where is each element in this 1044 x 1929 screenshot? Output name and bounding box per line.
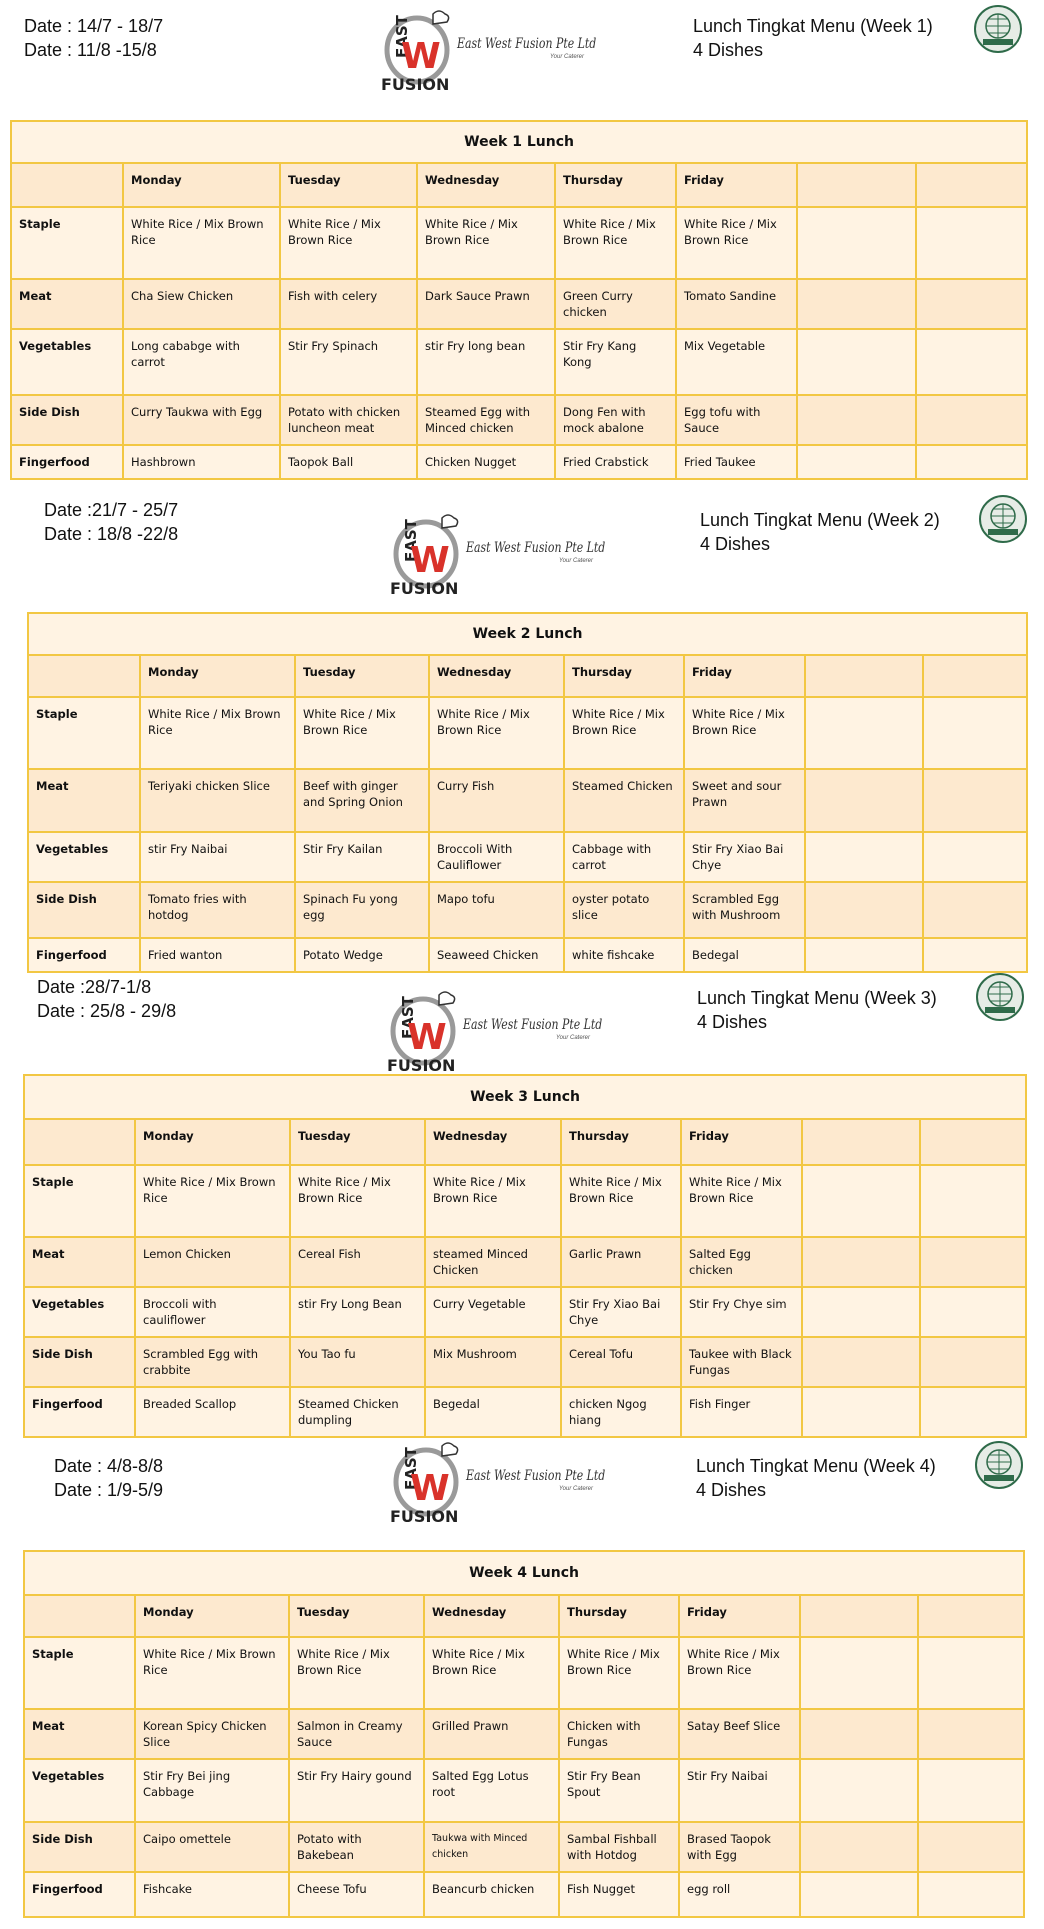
corner-cell [11, 163, 123, 207]
menu-cell: Korean Spicy Chicken Slice [135, 1709, 289, 1759]
table-row [24, 1387, 1026, 1437]
menu-cell: Scrambled Egg with crabbite [135, 1337, 290, 1387]
date-line: Date :21/7 - 25/7 [44, 500, 179, 520]
menu-cell: Dark Sauce Prawn [417, 279, 555, 329]
svg-text:EAST: EAST [393, 15, 411, 58]
menu-cell: stir Fry Long Bean [290, 1287, 425, 1337]
day-header-row [24, 1119, 1026, 1165]
menu-cell: Taopok Ball [280, 445, 417, 479]
menu-cell: Beef with ginger and Spring Onion [295, 769, 429, 832]
menu-dishes-line: 4 Dishes [693, 40, 764, 60]
halal-logo-icon [974, 1440, 1024, 1490]
menu-cell: chicken Ngog hiang [561, 1387, 681, 1437]
date-line: Date : 14/7 - 18/7 [24, 16, 164, 36]
menu-cell: Stir Fry Spinach [280, 329, 417, 395]
week-3-dates [37, 975, 176, 1023]
row-label: Staple [24, 1165, 135, 1237]
halal-logo-icon [975, 972, 1025, 1022]
table-title-row [24, 1075, 1026, 1119]
table-row [24, 1759, 1024, 1822]
menu-cell: egg roll [679, 1872, 800, 1917]
empty-cell [805, 655, 923, 697]
row-label: Fingerfood [28, 938, 140, 972]
day-header-row [24, 1595, 1024, 1637]
day-header: Monday [135, 1595, 289, 1637]
halal-logo-icon [973, 4, 1023, 54]
menu-cell: stir Fry long bean [417, 329, 555, 395]
empty-cell [920, 1237, 1026, 1287]
day-header: Friday [681, 1119, 802, 1165]
svg-text:W: W [410, 540, 450, 581]
svg-text:W: W [410, 1468, 450, 1509]
menu-cell: Cheese Tofu [289, 1872, 424, 1917]
day-header: Thursday [564, 655, 684, 697]
empty-cell [805, 882, 923, 938]
table-row [11, 395, 1027, 445]
svg-text:W: W [407, 1017, 447, 1058]
empty-cell [802, 1337, 920, 1387]
empty-cell [797, 207, 916, 279]
menu-cell: Dong Fen with mock abalone [555, 395, 676, 445]
table-title: Week 1 Lunch [11, 121, 1027, 163]
menu-cell: White Rice / Mix Brown Rice [429, 697, 564, 769]
row-label: Vegetables [24, 1287, 135, 1337]
empty-cell [800, 1595, 918, 1637]
row-label: Vegetables [28, 832, 140, 882]
menu-cell: Garlic Prawn [561, 1237, 681, 1287]
week-2-dates [44, 498, 178, 546]
day-header: Tuesday [295, 655, 429, 697]
day-header: Wednesday [424, 1595, 559, 1637]
date-line: Date : 18/8 -22/8 [44, 524, 179, 544]
menu-cell: Seaweed Chicken [429, 938, 564, 972]
table-row [24, 1872, 1024, 1917]
menu-cell: Stir Fry Chye sim [681, 1287, 802, 1337]
row-label: Side Dish [24, 1337, 135, 1387]
day-header: Wednesday [417, 163, 555, 207]
empty-cell [802, 1237, 920, 1287]
empty-cell [920, 1387, 1026, 1437]
week-3-menu-table [23, 1074, 1027, 1438]
empty-cell [805, 832, 923, 882]
menu-cell: Fried Taukee [676, 445, 797, 479]
menu-cell: White Rice / Mix Brown Rice [424, 1637, 559, 1709]
menu-cell: Potato Wedge [295, 938, 429, 972]
menu-cell: White Rice / Mix Brown Rice [684, 697, 805, 769]
week-3-menu-title [697, 986, 937, 1034]
table-title-row [24, 1551, 1024, 1595]
menu-cell: White Rice / Mix Brown Rice [425, 1165, 561, 1237]
menu-cell: Broccoli with cauliflower [135, 1287, 290, 1337]
menu-cell: Spinach Fu yong egg [295, 882, 429, 938]
row-label: Staple [24, 1637, 135, 1709]
empty-cell [918, 1872, 1024, 1917]
menu-cell: Steamed Chicken dumpling [290, 1387, 425, 1437]
menu-cell: Cha Siew Chicken [123, 279, 280, 329]
svg-text:EAST: EAST [402, 1447, 420, 1490]
menu-cell: Mapo tofu [429, 882, 564, 938]
menu-cell: Grilled Prawn [424, 1709, 559, 1759]
menu-cell: Stir Fry Xiao Bai Chye [561, 1287, 681, 1337]
svg-text:EAST: EAST [402, 519, 420, 562]
menu-cell: Teriyaki chicken Slice [140, 769, 295, 832]
row-label: Fingerfood [24, 1872, 135, 1917]
menu-cell: Steamed Chicken [564, 769, 684, 832]
empty-cell [805, 938, 923, 972]
week-4-menu-table [23, 1550, 1025, 1918]
menu-cell: Stir Fry Hairy gound [289, 1759, 424, 1822]
menu-cell: Cereal Fish [290, 1237, 425, 1287]
menu-cell: Curry Taukwa with Egg [123, 395, 280, 445]
empty-cell [918, 1637, 1024, 1709]
table-row [24, 1709, 1024, 1759]
row-label: Staple [11, 207, 123, 279]
company-name: East West Fusion Pte Ltd [466, 540, 606, 556]
menu-title-line: Lunch Tingkat Menu (Week 4) [696, 1456, 936, 1476]
menu-cell: Curry Vegetable [425, 1287, 561, 1337]
day-header: Monday [123, 163, 280, 207]
menu-cell: White Rice / Mix Brown Rice [417, 207, 555, 279]
menu-cell: Begedal [425, 1387, 561, 1437]
company-name: East West Fusion Pte Ltd [457, 36, 597, 52]
empty-cell [800, 1872, 918, 1917]
empty-cell [918, 1822, 1024, 1872]
company-logo [375, 4, 605, 94]
empty-cell [918, 1595, 1024, 1637]
company-logo [384, 508, 614, 598]
empty-cell [916, 395, 1027, 445]
menu-cell: Potato with chicken luncheon meat [280, 395, 417, 445]
menu-cell: Beancurb chicken [424, 1872, 559, 1917]
menu-cell: Steamed Egg with Minced chicken [417, 395, 555, 445]
menu-cell: Stir Fry Kailan [295, 832, 429, 882]
empty-cell [923, 938, 1027, 972]
svg-text:FUSION: FUSION [381, 75, 450, 94]
empty-cell [797, 163, 916, 207]
menu-cell: Sweet and sour Prawn [684, 769, 805, 832]
company-logo [384, 1436, 614, 1526]
day-header-row [28, 655, 1027, 697]
table-title: Week 4 Lunch [24, 1551, 1024, 1595]
menu-cell: White Rice / Mix Brown Rice [290, 1165, 425, 1237]
menu-cell: White Rice / Mix Brown Rice [681, 1165, 802, 1237]
table-row [24, 1165, 1026, 1237]
menu-cell: Salted Egg Lotus root [424, 1759, 559, 1822]
empty-cell [916, 279, 1027, 329]
table-row [24, 1237, 1026, 1287]
week-1-dates [24, 14, 163, 62]
empty-cell [918, 1709, 1024, 1759]
menu-cell: Chicken Nugget [417, 445, 555, 479]
week-1-menu-table [10, 120, 1028, 480]
table-row [28, 769, 1027, 832]
logo-mark-icon [384, 1442, 464, 1526]
day-header: Wednesday [425, 1119, 561, 1165]
menu-cell: Salted Egg chicken [681, 1237, 802, 1287]
day-header: Friday [676, 163, 797, 207]
menu-cell: Mix Mushroom [425, 1337, 561, 1387]
menu-cell: Cereal Tofu [561, 1337, 681, 1387]
table-row [28, 938, 1027, 972]
menu-dishes-line: 4 Dishes [696, 1480, 767, 1500]
menu-cell: White Rice / Mix Brown Rice [280, 207, 417, 279]
date-line: Date : 4/8-8/8 [54, 1456, 164, 1476]
menu-cell: stir Fry Naibai [140, 832, 295, 882]
table-title: Week 3 Lunch [24, 1075, 1026, 1119]
row-label: Meat [28, 769, 140, 832]
menu-cell: oyster potato slice [564, 882, 684, 938]
table-row [11, 279, 1027, 329]
menu-cell: White Rice / Mix Brown Rice [135, 1637, 289, 1709]
empty-cell [923, 697, 1027, 769]
menu-cell: Green Curry chicken [555, 279, 676, 329]
menu-cell: White Rice / Mix Brown Rice [555, 207, 676, 279]
row-label: Meat [24, 1237, 135, 1287]
menu-cell: Stir Fry Xiao Bai Chye [684, 832, 805, 882]
date-line: Date :28/7-1/8 [37, 977, 152, 997]
company-name: East West Fusion Pte Ltd [463, 1017, 603, 1033]
menu-cell: Stir Fry Kang Kong [555, 329, 676, 395]
date-line: Date : 1/9-5/9 [54, 1480, 164, 1500]
halal-logo-icon [978, 494, 1028, 544]
empty-cell [805, 769, 923, 832]
menu-cell: Fish Finger [681, 1387, 802, 1437]
row-label: Vegetables [11, 329, 123, 395]
empty-cell [918, 1759, 1024, 1822]
day-header-row [11, 163, 1027, 207]
menu-cell: White Rice / Mix Brown Rice [676, 207, 797, 279]
table-row [11, 445, 1027, 479]
empty-cell [920, 1287, 1026, 1337]
empty-cell [805, 697, 923, 769]
menu-cell: Sambal Fishball with Hotdog [559, 1822, 679, 1872]
menu-cell: You Tao fu [290, 1337, 425, 1387]
table-row [24, 1337, 1026, 1387]
menu-cell: steamed Minced Chicken [425, 1237, 561, 1287]
date-line: Date : 25/8 - 29/8 [37, 1001, 177, 1021]
corner-cell [24, 1595, 135, 1637]
table-row [24, 1637, 1024, 1709]
table-title-row [11, 121, 1027, 163]
empty-cell [802, 1287, 920, 1337]
week-2-menu-table [27, 612, 1028, 973]
menu-cell: Stir Fry Bean Spout [559, 1759, 679, 1822]
row-label: Staple [28, 697, 140, 769]
menu-cell: Long cababge with carrot [123, 329, 280, 395]
menu-cell: Caipo omettele [135, 1822, 289, 1872]
menu-cell: White Rice / Mix Brown Rice [679, 1637, 800, 1709]
menu-cell: Fish with celery [280, 279, 417, 329]
table-title-row [28, 613, 1027, 655]
table-row [24, 1822, 1024, 1872]
menu-cell: Breaded Scallop [135, 1387, 290, 1437]
menu-cell: Taukwa with Minced chicken [424, 1822, 559, 1872]
empty-cell [923, 832, 1027, 882]
menu-cell: Chicken with Fungas [559, 1709, 679, 1759]
svg-text:EAST: EAST [399, 996, 417, 1039]
empty-cell [797, 329, 916, 395]
menu-cell: Egg tofu with Sauce [676, 395, 797, 445]
menu-dishes-line: 4 Dishes [700, 534, 771, 554]
empty-cell [916, 163, 1027, 207]
menu-cell: Fishcake [135, 1872, 289, 1917]
company-logo [381, 985, 611, 1075]
company-name: East West Fusion Pte Ltd [466, 1468, 606, 1484]
empty-cell [800, 1709, 918, 1759]
menu-cell: White Rice / Mix Brown Rice [295, 697, 429, 769]
empty-cell [800, 1637, 918, 1709]
menu-cell: Broccoli With Cauliflower [429, 832, 564, 882]
svg-text:FUSION: FUSION [390, 1507, 459, 1526]
svg-text:FUSION: FUSION [390, 579, 459, 598]
menu-cell: Lemon Chicken [135, 1237, 290, 1287]
logo-mark-icon [381, 991, 461, 1075]
empty-cell [797, 279, 916, 329]
menu-cell: Tomato fries with hotdog [140, 882, 295, 938]
empty-cell [800, 1759, 918, 1822]
company-tagline: Your Caterer [550, 54, 585, 60]
row-label: Fingerfood [11, 445, 123, 479]
week-2-menu-title [700, 508, 940, 556]
company-tagline: Your Caterer [556, 1035, 591, 1041]
table-row [28, 832, 1027, 882]
menu-cell: Curry Fish [429, 769, 564, 832]
row-label: Meat [11, 279, 123, 329]
table-row [11, 207, 1027, 279]
menu-cell: Salmon in Creamy Sauce [289, 1709, 424, 1759]
day-header: Tuesday [280, 163, 417, 207]
empty-cell [916, 329, 1027, 395]
svg-text:FUSION: FUSION [387, 1056, 456, 1075]
row-label: Side Dish [24, 1822, 135, 1872]
menu-dishes-line: 4 Dishes [697, 1012, 768, 1032]
day-header: Tuesday [290, 1119, 425, 1165]
row-label: Vegetables [24, 1759, 135, 1822]
menu-cell: Hashbrown [123, 445, 280, 479]
menu-cell: Bedegal [684, 938, 805, 972]
day-header: Thursday [559, 1595, 679, 1637]
menu-title-line: Lunch Tingkat Menu (Week 1) [693, 16, 933, 36]
row-label: Side Dish [28, 882, 140, 938]
logo-mark-icon [375, 10, 455, 94]
menu-cell: White Rice / Mix Brown Rice [140, 697, 295, 769]
corner-cell [24, 1119, 135, 1165]
empty-cell [920, 1337, 1026, 1387]
day-header: Thursday [555, 163, 676, 207]
menu-cell: White Rice / Mix Brown Rice [559, 1637, 679, 1709]
week-4-menu-title [696, 1454, 936, 1502]
table-row [24, 1287, 1026, 1337]
menu-cell: Stir Fry Naibai [679, 1759, 800, 1822]
menu-title-line: Lunch Tingkat Menu (Week 2) [700, 510, 940, 530]
day-header: Monday [135, 1119, 290, 1165]
empty-cell [802, 1119, 920, 1165]
company-tagline: Your Caterer [559, 558, 594, 564]
corner-cell [28, 655, 140, 697]
menu-cell: White Rice / Mix Brown Rice [135, 1165, 290, 1237]
day-header: Monday [140, 655, 295, 697]
menu-cell: Mix Vegetable [676, 329, 797, 395]
menu-cell: Scrambled Egg with Mushroom [684, 882, 805, 938]
menu-cell: White Rice / Mix Brown Rice [123, 207, 280, 279]
empty-cell [802, 1165, 920, 1237]
date-line: Date : 11/8 -15/8 [24, 40, 157, 60]
menu-cell: Fried Crabstick [555, 445, 676, 479]
empty-cell [916, 445, 1027, 479]
empty-cell [797, 395, 916, 445]
table-row [28, 882, 1027, 938]
empty-cell [802, 1387, 920, 1437]
table-row [11, 329, 1027, 395]
empty-cell [923, 655, 1027, 697]
company-tagline: Your Caterer [559, 1486, 594, 1492]
empty-cell [923, 882, 1027, 938]
empty-cell [920, 1119, 1026, 1165]
day-header: Friday [679, 1595, 800, 1637]
logo-mark-icon [384, 514, 464, 598]
week-1-menu-title [693, 14, 933, 62]
menu-cell: Taukee with Black Fungas [681, 1337, 802, 1387]
menu-cell: Satay Beef Slice [679, 1709, 800, 1759]
empty-cell [916, 207, 1027, 279]
menu-cell: Cabbage with carrot [564, 832, 684, 882]
menu-cell: Potato with Bakebean [289, 1822, 424, 1872]
menu-cell: White Rice / Mix Brown Rice [564, 697, 684, 769]
menu-cell: Stir Fry Bei jing Cabbage [135, 1759, 289, 1822]
empty-cell [923, 769, 1027, 832]
menu-cell: Tomato Sandine [676, 279, 797, 329]
row-label: Side Dish [11, 395, 123, 445]
week-4-dates [54, 1454, 163, 1502]
empty-cell [797, 445, 916, 479]
menu-cell: White Rice / Mix Brown Rice [289, 1637, 424, 1709]
table-title: Week 2 Lunch [28, 613, 1027, 655]
day-header: Thursday [561, 1119, 681, 1165]
row-label: Meat [24, 1709, 135, 1759]
row-label: Fingerfood [24, 1387, 135, 1437]
day-header: Wednesday [429, 655, 564, 697]
empty-cell [920, 1165, 1026, 1237]
menu-cell: Fried wanton [140, 938, 295, 972]
menu-cell: Brased Taopok with Egg [679, 1822, 800, 1872]
empty-cell [800, 1822, 918, 1872]
day-header: Friday [684, 655, 805, 697]
menu-title-line: Lunch Tingkat Menu (Week 3) [697, 988, 937, 1008]
svg-text:W: W [401, 36, 441, 77]
menu-cell: white fishcake [564, 938, 684, 972]
table-row [28, 697, 1027, 769]
day-header: Tuesday [289, 1595, 424, 1637]
menu-cell: Fish Nugget [559, 1872, 679, 1917]
menu-cell: White Rice / Mix Brown Rice [561, 1165, 681, 1237]
